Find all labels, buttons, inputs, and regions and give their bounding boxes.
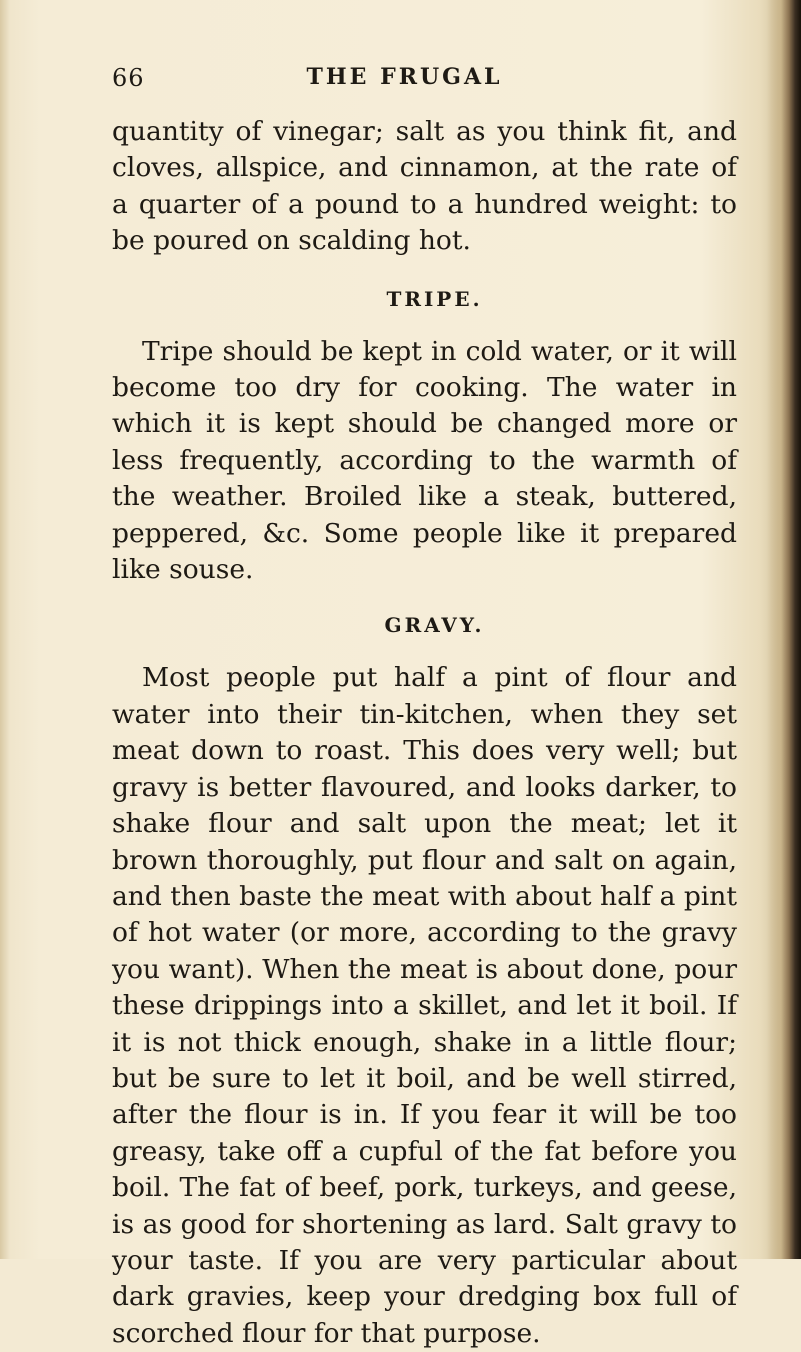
tripe-paragraph: Tripe should be kept in cold water, or it will become too dry for cooking. The water in which it is kept should be changed more or less frequently, according to the warmth of the weather. Broiled like a steak, buttered, peppered, &c. Some people like it prepared like souse. [112,335,737,586]
section-heading-gravy: GRAVY. [384,613,485,638]
opening-paragraph: quantity of vinegar; salt as you think fit, and cloves, allspice, and cinnamon, at the rate of a quarter of a pound to a hundred weight: to be poured on scalding hot. [112,116,737,257]
page-header [112,64,737,94]
gravy-paragraph: Most people put half a pint of flour and water into their tin-kitchen, when they set meat down to roast. This does very well; but gravy is better flavoured, and looks darker, to shake flour and salt upon the meat; let it brown thoroughly, put flour and salt on again, and then baste the meat with about half a pint of hot water (or more, according to the gravy you want). When the meat is about done, pour these drippings into a skillet, and let it boil. If it is not thick enough, shake in a little flour; but be sure to let it boil, and be well stirred, after the flour is in. If you fear it will be too greasy, take off a cupful of the fat before you boil. The fat of beef, pork, turkeys, and geese, is as good for shortening as lard. Salt gravy to your taste. If you are very particular about dark gravies, keep your dredging box full of scorched flour for that purpose. [112,662,737,1349]
section-heading-tripe: TRIPE. [386,286,483,311]
page-left-edge [0,0,10,1259]
page-number: 66 [112,64,145,92]
page-body [112,114,737,1352]
running-head: THE FRUGAL [306,64,503,90]
page-spine-shadow [767,0,801,1259]
